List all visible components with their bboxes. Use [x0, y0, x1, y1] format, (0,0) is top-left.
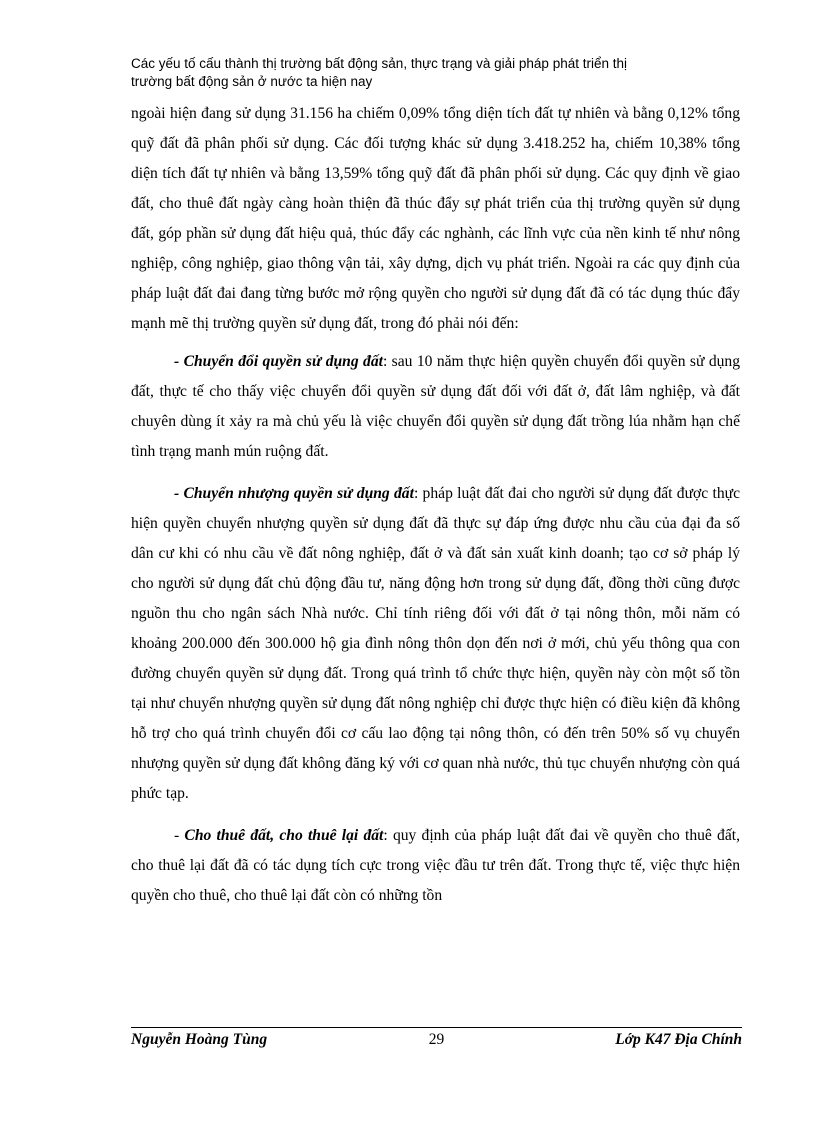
- paragraph-3-text: : pháp luật đất đai cho người sử dụng đất được thực hiện quyền chuyển nhượng quyền sử dụng đất đã thực sự đáp ứng được nhu cầu của đại đa số dân cư khi có nhu cầu về đất nông nghiệp, đất ở và đất sản xuất kinh doanh; tạo cơ sở pháp lý cho người sử dụng đất chủ động đầu tư, năng động hơn trong sử dụng đất, đồng thời cũng được nguồn thu cho ngân sách Nhà nước. Chỉ tính riêng đối với đất ở tại nông thôn, mỗi năm có khoảng 200.000 đến 300.000 hộ gia đình nông thôn dọn đến nơi ở mới, chủ yếu thông qua con đường chuyển quyền sử dụng đất. Trong quá trình tổ chức thực hiện, quyền này còn một số tồn tại như chuyển nhượng quyền sử dụng đất nông nghiệp chỉ được thực hiện có điều kiện đã không hỗ trợ cho quá trình chuyển đổi cơ cấu lao động tại nông thôn, có đến trên 50% số vụ chuyển nhượng quyền sử dụng đất không đăng ký với cơ quan nhà nước, thủ tục chuyển nhượng còn quá phức tạp.: [131, 485, 740, 802]
- page-header: [131, 55, 751, 91]
- term-chuyen-doi: - Chuyển đổi quyền sử dụng đất: [174, 353, 383, 370]
- paragraph-3: [131, 479, 740, 809]
- term-cho-thue: Cho thuê đất, cho thuê lại đất: [184, 827, 384, 844]
- paragraph-4-dash: -: [174, 827, 185, 844]
- paragraph-1: ngoài hiện đang sử dụng 31.156 ha chiếm 0,09% tổng diện tích đất tự nhiên và bằng 0,12% tổng quỹ đất đã phân phối sử dụng. Các đối tượng khác sử dụng 3.418.252 ha, chiếm 10,38% tổng diện tích đất tự nhiên và bằng 13,59% tổng quỹ đất đã phân phối sử dụng. Các quy định về giao đất, cho thuê đất ngày càng hoàn thiện đã thúc đẩy sự phát triển của thị trường quyền sử dụng đất, góp phần sử dụng đất hiệu quả, thúc đẩy các nghành, các lĩnh vực của nền kinh tế như nông nghiệp, công nghiệp, giao thông vận tải, xây dựng, dịch vụ phát triển. Ngoài ra các quy định của pháp luật đất đai đang từng bước mở rộng quyền cho người sử dụng đất đã có tác dụng thúc đẩy mạnh mẽ thị trường quyền sử dụng đất, trong đó phải nói đến:: [131, 105, 740, 332]
- paragraph-4-text: : quy định của pháp luật đất đai về quyền cho thuê đất, cho thuê lại đất đã có tác dụng tích cực trong việc đầu tư trên đất. Trong thực tế, việc thực hiện quyền cho thuê, cho thuê lại đất còn có những tồn: [131, 827, 741, 904]
- paragraph-2-text: : sau 10 năm thực hiện quyền chuyển đổi quyền sử dụng đất, thực tế cho thấy việc chuyển đổi quyền sử dụng đất đối với đất ở, đất lâm nghiệp, và đất chuyên dùng ít xảy ra mà chủ yếu là việc chuyển đổi quyền sử dụng đất trồng lúa nhằm hạn chế tình trạng manh mún ruộng đất.: [131, 353, 741, 460]
- header-title-line-2: trường bất động sản ở nước ta hiện nay: [131, 74, 373, 89]
- paragraph-4: [131, 821, 740, 911]
- footer-page-number: 29: [428, 1031, 445, 1048]
- term-chuyen-nhuong: - Chuyển nhượng quyền sử dụng đất: [174, 485, 414, 502]
- paragraph-2: [131, 347, 740, 467]
- footer-divider: [131, 1027, 742, 1028]
- footer-author: Nguyễn Hoàng Tùng: [131, 1031, 268, 1048]
- page-footer: [131, 1031, 742, 1053]
- footer-class: Lớp K47 Địa Chính: [615, 1031, 742, 1048]
- header-title-line-1: Các yếu tố cấu thành thị trường bất động sản, thực trạng và giải pháp phát triển thị: [131, 56, 627, 71]
- body-text: [131, 99, 740, 911]
